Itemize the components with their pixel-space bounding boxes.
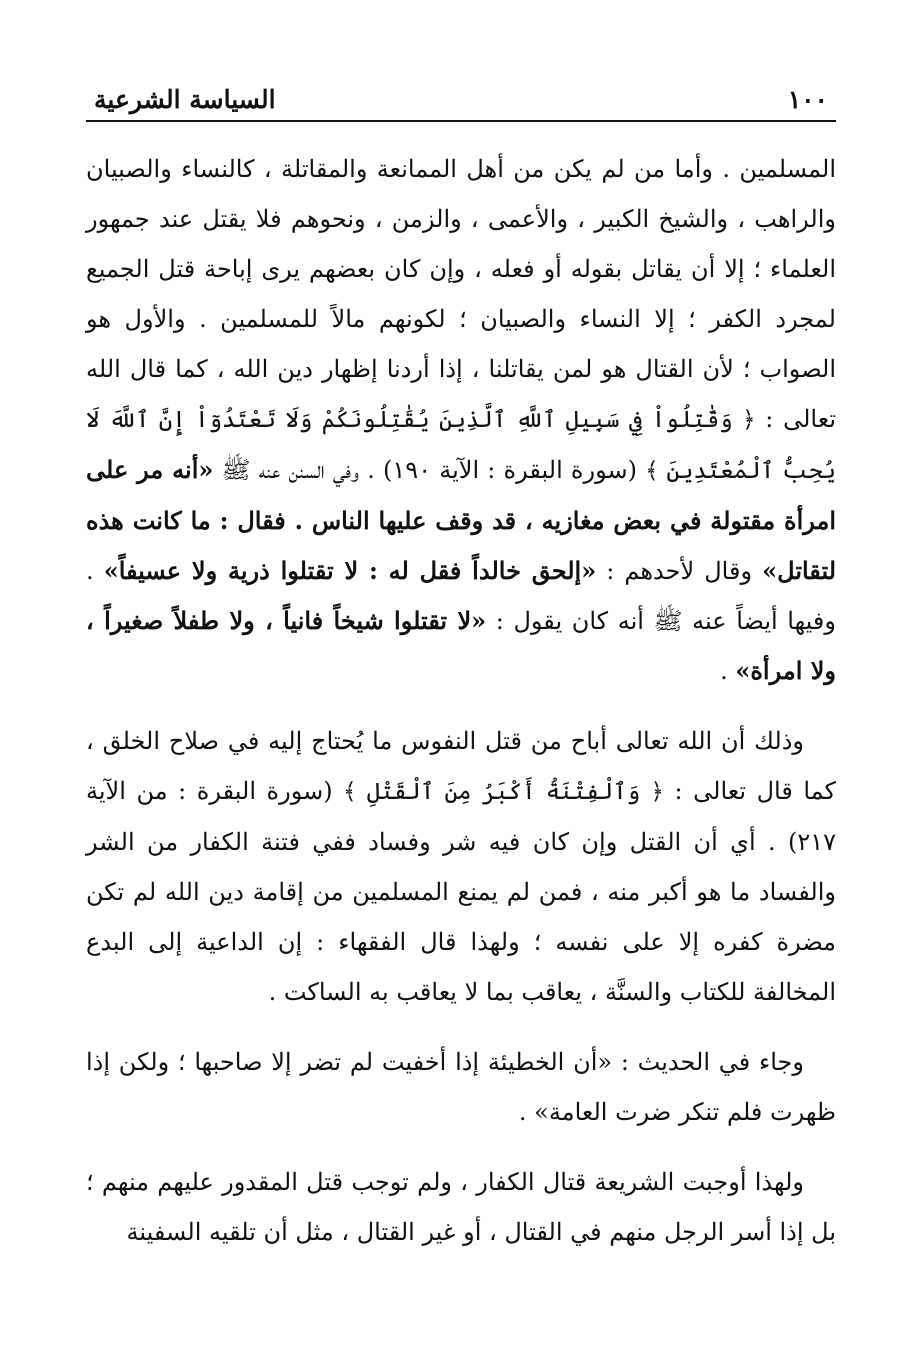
paragraph-4 xyxy=(86,1157,836,1257)
header-rule xyxy=(86,120,836,122)
hadith-quote-1: «أنه مر على امرأة مقتولة في بعض مغازيه ، قد وقف عليها الناس . فقال : ما كانت هذه لتقاتل» xyxy=(86,455,837,585)
book-page xyxy=(86,70,836,1277)
page-header xyxy=(86,70,836,114)
hadith-quote-3: «لا تقتلوا شيخاً فانياً ، ولا طفلاً صغيراً ، ولا امرأة» xyxy=(86,606,836,685)
page-number: ١٠٠ xyxy=(787,85,828,114)
paragraph-2 xyxy=(86,716,836,1017)
paragraph-2-text-a: وذلك أن الله تعالى أباح من قتل النفوس ما يُحتاج إليه في صلاح الخلق ، كما قال تعالى : xyxy=(86,727,836,805)
paragraph-3 xyxy=(86,1037,836,1137)
paragraph-4-text: ولهذا أوجبت الشريعة قتال الكفار ، ولم توجب قتل المقدور عليهم منهم ؛ بل إذا أسر الرجل منهم في القتال ، أو غير القتال ، مثل أن تلقيه السفينة xyxy=(86,1168,836,1246)
paragraph-3-text: وجاء في الحديث : «أن الخطيئة إذا أخفيت لم تضر إلا صاحبها ؛ ولكن إذا ظهرت فلم تنكر ضرت العامة» . xyxy=(86,1048,836,1126)
paragraph-1 xyxy=(86,144,836,696)
quran-verse-1: ﴿ وَقَٰتِلُواْ فِي سَبِيلِ ٱللَّهِ ٱلَّذِينَ يُقَٰتِلُونَكُمْ وَلَا تَعْتَدُوٓاْ إِنَّ ٱللَّهَ لَا يُحِبُّ ٱلْمُعْتَدِينَ ﴾ xyxy=(86,407,836,484)
paragraph-1-text-d: . وفيها أيضاً عنه ﷺ أنه كان يقول : xyxy=(86,557,836,635)
paragraph-1-text-a: المسلمين . وأما من لم يكن من أهل الممانعة والمقاتلة ، كالنساء والصبيان والراهب ، والشيخ الكبير ، والأعمى ، والزمن ، ونحوهم فلا يقتل عند جمهور العلماء ؛ إلا أن يقاتل بقوله أو فعله ، وإن كان بعضهم يرى إباحة قتل الجميع لمجرد الكفر ؛ إلا النساء والصبيان ؛ لكونهم مالاً للمسلمين . والأول هو الصواب ؛ لأن القتال هو لمن يقاتلنا ، إذا أردنا إظهار دين الله ، كما قال الله تعالى : xyxy=(86,155,836,433)
running-title: السياسة الشرعية xyxy=(94,85,276,114)
paragraph-2-text-b: (سورة البقرة : من الآية ٢١٧) . أي أن القتل وإن كان فيه شر وفساد ففي فتنة الكفار من الشر والفساد ما هو أكبر منه ، فمن لم يمنع المسلمين من إقامة دين الله لم تكن مضرة كفره إلا على نفسه ؛ ولهذا قال الفقهاء : إن الداعية إلى البدع المخالفة للكتاب والسنَّة ، يعاقب بما لا يعاقب به الساكت . xyxy=(86,777,836,1006)
hadith-quote-2: «إلحق خالداً فقل له : لا تقتلوا ذرية ولا عسيفاً» xyxy=(103,556,597,585)
paragraph-1-text-e: . xyxy=(720,657,736,685)
page-body xyxy=(86,144,836,1257)
paragraph-1-text-c: وقال لأحدهم : xyxy=(596,557,763,585)
paragraph-1-text-b: (سورة البقرة : الآية ١٩٠) . وفي السنن عنه ﷺ xyxy=(213,456,646,484)
quran-verse-2: ﴿ وَٱلْفِتْنَةُ أَكْبَرُ مِنَ ٱلْقَتْلِ ﴾ xyxy=(343,779,664,805)
